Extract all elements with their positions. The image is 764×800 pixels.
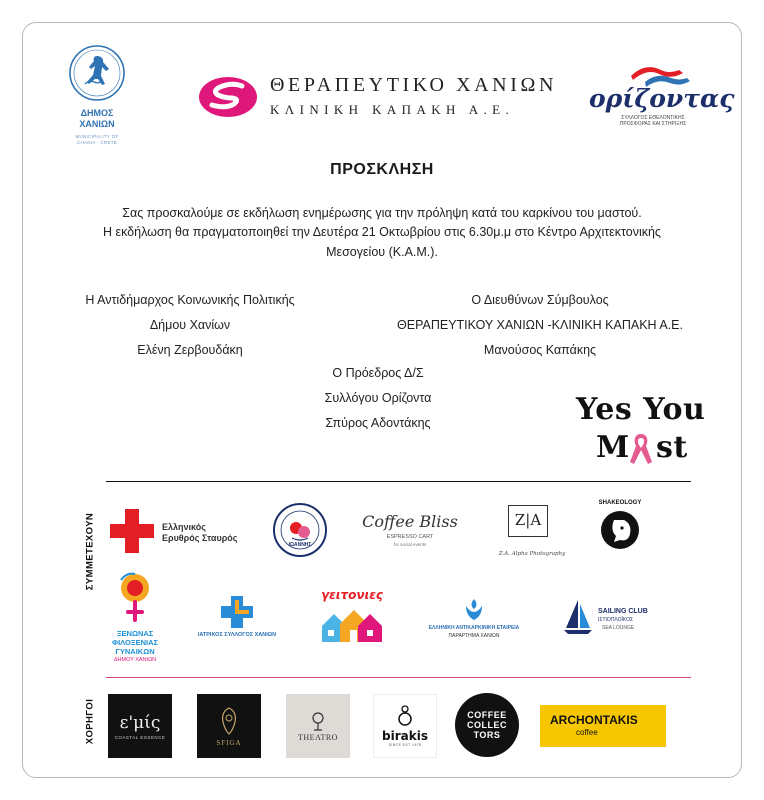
signatory-right-name: Μανούσος Καπάκης — [483, 343, 597, 357]
dimos-name-line2: ΧΑΝΙΩΝ — [79, 119, 115, 129]
geitonies-logo — [316, 588, 388, 646]
signatory-right-org: ΘΕΡΑΠΕΥΤΙΚΟΥ ΧΑΝΙΩΝ -ΚΛΙΝΙΚΗ ΚΑΠΑΚΗ Α.Ε. — [397, 318, 683, 332]
archontakis-logo — [540, 705, 666, 747]
iatrikos-logo — [194, 596, 280, 642]
antikarkiniki-emblem-icon — [462, 598, 486, 622]
dimos-chanion-logo — [62, 44, 132, 170]
xenonas-line4: ΔΗΜΟΥ ΧΑΝΙΩΝ — [113, 657, 157, 663]
orizontas-sub-line2: ΠΡΟΣΦΟΡΑΣ ΚΑΙ ΣΤΗΡΙΞΗΣ — [619, 121, 687, 127]
campaign-line1: Yes You — [576, 392, 706, 427]
shakeology-face-icon — [600, 510, 640, 550]
dimos-sub-line2: CHANIA · CRETE — [76, 140, 118, 145]
archontakis-name: ARCHONTAKIS — [550, 713, 638, 727]
red-cross-line2: Ερυθρός Σταυρός — [162, 533, 238, 543]
orizontas-logo — [585, 60, 735, 130]
theatro-logo — [286, 694, 350, 758]
birakis-bottle-icon — [398, 705, 412, 727]
signatory-center-role: Ο Πρόεδρος Δ/Σ — [332, 366, 424, 380]
coffee-collectors-line2: COLLEC — [467, 720, 507, 730]
signatory-left-role: Η Αντιδήμαρχος Κοινωνικής Πολιτικής — [85, 293, 295, 307]
campaign-m: M — [596, 430, 630, 465]
red-cross-line1: Ελληνικός — [162, 522, 206, 532]
sponsors-label: ΧΟΡΗΓΟΙ — [84, 698, 96, 745]
orizontas-sub-line1: ΣΥΛΛΟΓΟΣ ΕΘΕΛΟΝΤΙΚΗΣ — [621, 115, 685, 121]
dimos-emblem-icon — [68, 44, 126, 102]
orizontas-name: ορίζοντας — [589, 84, 735, 113]
signatory-center-org: Συλλόγου Ορίζοντα — [324, 391, 432, 405]
antikarkiniki-line2: ΠΑΡΑΡΤΗΜΑ ΧΑΝΙΩΝ — [448, 633, 500, 639]
coffee-bliss-sub1: ESPRESSO CART — [386, 534, 434, 540]
therapeutiko-clinic: ΚΛΙΝΙΚΗ ΚΑΠΑΚΗ Α.Ε. — [270, 102, 515, 117]
antikarkiniki-logo — [424, 598, 524, 642]
theatro-name: THEATRO — [298, 732, 338, 742]
xenonas-figure-icon — [115, 572, 155, 630]
iatrikos-cross-icon — [221, 596, 253, 628]
sailing-club-logo — [562, 598, 652, 638]
xenonas-line3: ΓΥΝΑΙΚΩΝ — [115, 647, 155, 656]
sfiga-name: SFIGA — [216, 738, 242, 747]
therapeutiko-logo — [198, 70, 557, 130]
sfiga-logo — [197, 694, 261, 758]
therapeutiko-name: ΘΕΡΑΠΕΥΤΙΚΟ ΧΑΝΙΩΝ — [270, 74, 557, 96]
shakeology-logo — [592, 500, 648, 560]
saint-john-logo — [272, 502, 328, 558]
houses-icon — [320, 606, 384, 644]
birakis-name: birakis — [382, 729, 428, 743]
xenonas-line2: ΦΙΛΟΞΕΝΙΑΣ — [111, 638, 159, 647]
shakeology-name: SHAKEOLOGY — [598, 500, 642, 506]
za-mark: Z|A — [514, 511, 542, 529]
participants-label: ΣΥΜΜΕΤΕΧΟΥΝ — [84, 512, 96, 591]
divider-black — [106, 481, 691, 482]
coffee-bliss-logo — [358, 512, 462, 558]
birakis-sub: SINCE EST 1978 — [388, 743, 422, 747]
campaign-st: st — [656, 430, 688, 465]
pink-ribbon-icon — [628, 430, 654, 466]
emis-sub: COASTAL ESSENCE — [114, 734, 166, 740]
signatory-center-name: Σπύρος Αδοντάκης — [325, 416, 431, 430]
za-caption: Z.A. Alpha Photography — [498, 551, 566, 557]
sailing-line3: SEA LOUNGE — [602, 625, 635, 631]
sfiga-emblem-icon — [216, 706, 242, 736]
red-cross-icon — [110, 509, 154, 553]
invitation-line2: Η εκδήλωση θα πραγματοποιηθεί την Δευτέρα 21 Οκτωβρίου στις 6.30μ.μ στο Κέντρο Αρχιτεκτονικής — [103, 225, 661, 239]
saint-john-text: ΙΩΑΝΝΗΣ — [288, 542, 312, 548]
antikarkiniki-line1: ΕΛΛΗΝΙΚΗ ΑΝΤΙΚΑΡΚΙΝΙΚΗ ΕΤΑΙΡΕΙΑ — [428, 625, 520, 631]
signatory-left-org: Δήμου Χανίων — [149, 318, 231, 332]
signatory-right-role: Ο Διευθύνων Σύμβουλος — [471, 293, 609, 307]
invitation-title: ΠΡΟΣΚΛΗΣΗ — [330, 161, 434, 178]
divider-pink — [106, 677, 691, 678]
invitation-line1: Σας προσκαλούμε σε εκδήλωση ενημέρωσης για την πρόληψη κατά του καρκίνου του μαστού. — [122, 206, 642, 220]
geitonies-text: γειτονιες — [320, 588, 384, 602]
red-cross-logo — [110, 509, 260, 553]
xenonas-logo — [104, 572, 166, 668]
emis-logo — [108, 694, 172, 758]
yes-you-must-logo — [574, 392, 714, 472]
za-photography-logo — [498, 505, 568, 565]
dimos-sub-line1: MUNICIPALITY OF — [75, 134, 119, 139]
coffee-bliss-name: Coffee Bliss — [362, 512, 458, 531]
signatory-left-name: Ελένη Ζερβουδάκη — [137, 343, 243, 357]
coffee-bliss-sub2: for social events — [393, 542, 427, 547]
therapeutiko-s-icon — [198, 76, 258, 118]
sailing-line2: ΙΣΤΙΟΠΛΟΪΚΟΣ — [598, 617, 634, 623]
coffee-collectors-line1: COFFEE — [467, 710, 507, 720]
sailboat-icon — [562, 598, 594, 636]
coffee-collectors-logo — [455, 693, 519, 757]
sailing-line1: SAILING CLUB — [598, 608, 648, 615]
archontakis-sub: coffee — [576, 728, 598, 737]
invitation-line3: Μεσογείου (Κ.Α.Μ.). — [326, 245, 438, 259]
dimos-name-line1: ΔΗΜΟΣ — [80, 108, 114, 118]
birakis-logo — [373, 694, 437, 758]
theatro-mark-icon — [308, 711, 328, 731]
saint-john-emblem-icon — [272, 502, 328, 558]
coffee-collectors-line3: TORS — [473, 730, 501, 740]
iatrikos-text: ΙΑΤΡΙΚΟΣ ΣΥΛΛΟΓΟΣ ΧΑΝΙΩΝ — [197, 632, 277, 638]
xenonas-line1: ΞΕΝΩΝΑΣ — [116, 629, 154, 638]
emis-name: ε'μίς — [119, 712, 161, 733]
